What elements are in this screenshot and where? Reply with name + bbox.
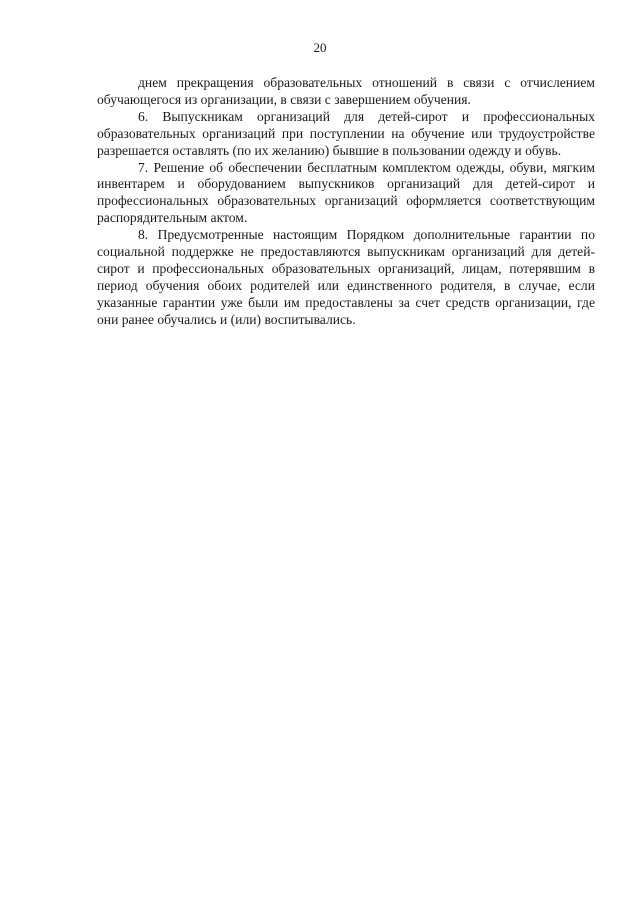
document-body: [97, 75, 595, 329]
page-number: 20: [313, 40, 327, 55]
paragraph-clause-6: 6. Выпускникам организаций для детей-сирот и профессиональных образовательных организаций при поступлении на обучение или трудоустройстве разрешается оставлять (по их желанию) бывшие в пользовании одежду и обувь.: [97, 108, 595, 158]
paragraph-continuation: днем прекращения образовательных отношений в связи с отчислением обучающегося из организации, в связи с завершением обучения.: [97, 75, 595, 107]
paragraph-clause-7: 7. Решение об обеспечении бесплатным комплектом одежды, обуви, мягким инвентарем и оборудованием выпускников организаций для детей-сирот и профессиональных образовательных организаций оформляется соответствующим распорядительным актом.: [97, 159, 595, 226]
paragraph-clause-8: 8. Предусмотренные настоящим Порядком дополнительные гарантии по социальной поддержке не предоставляются выпускникам организаций для детей-сирот и профессиональных образовательных организаций, лицам, потерявшим в период обучения обоих родителей или единственного родителя, в случае, если указанные гарантии уже были им предоставлены за счет средств организации, где они ранее обучались и (или) воспитывались.: [97, 227, 595, 327]
